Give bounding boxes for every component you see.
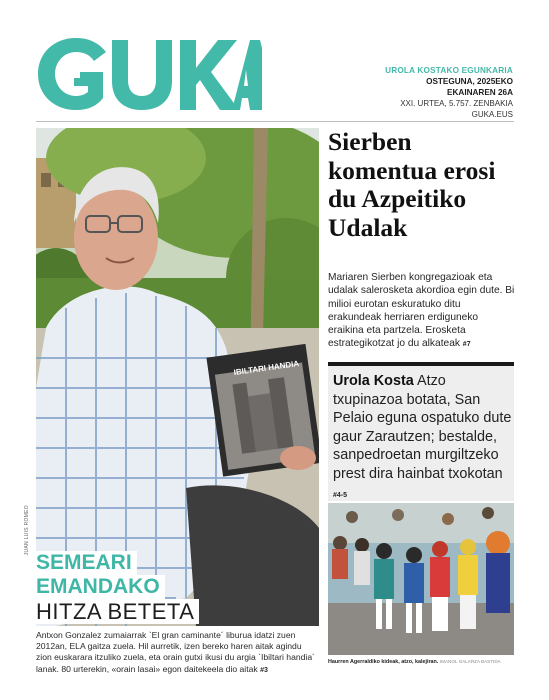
third-photo-credit: IMANOL GALARZA BASTIDA bbox=[439, 659, 501, 664]
issue-date-line2: EKAINAREN 26A bbox=[447, 88, 513, 97]
book-cover-title: IBILTARI HANDIA bbox=[233, 359, 300, 378]
third-story-region: Urola Kosta bbox=[333, 373, 414, 389]
third-photo-caption bbox=[328, 659, 518, 665]
issue-date-line1: OSTEGUNA, 2025EKO bbox=[426, 77, 513, 86]
third-story-photo bbox=[328, 503, 514, 655]
main-headline-line3: HITZA BETETA bbox=[36, 599, 199, 624]
second-story-lead bbox=[328, 271, 516, 352]
main-headline-line1: SEMEARI bbox=[36, 551, 137, 575]
main-caption-text: Antxon Gonzalez zumaiarrak `El gran caminante´ liburua idatzi zuen 2012an, ELA gaitza zuela. Hil aurretik, izen bereko haren aitak agindu zion euskarara itzuliko zuela, eta orain gutxi ikusi du argia `Ibiltari handia´ lanak. 80 urterekin, «orain lasai» egon daitekeela dio aitak bbox=[36, 630, 315, 674]
main-caption-page-ref[interactable]: #3 bbox=[260, 666, 268, 674]
third-story-text[interactable] bbox=[333, 372, 513, 505]
main-photo-credit: JUAN LUIS ROMEO bbox=[24, 505, 30, 556]
third-photo-caption-text: Haurren Agerraldiko kideak, atzo, kalejiran. bbox=[328, 659, 439, 665]
guka-logo bbox=[36, 34, 262, 114]
second-story-page-ref[interactable]: #7 bbox=[462, 341, 471, 349]
masthead-divider bbox=[36, 121, 514, 122]
website-link[interactable]: GUKA.EUS bbox=[471, 110, 513, 119]
third-story-body: Atzo txupinazoa botata, San Pelaio eguna ospatuko dute gaur Zarautzen; bestalde, sanpedroetan murgiltzeko prest dira hainbat txokotan bbox=[333, 373, 512, 482]
main-headline-line2: EMANDAKO bbox=[36, 575, 165, 599]
newspaper-region-line: UROLA KOSTAKO EGUNKARIA bbox=[385, 66, 513, 75]
main-story-caption bbox=[36, 630, 318, 676]
third-story-page-ref[interactable]: #4-5 bbox=[333, 491, 348, 499]
second-story-lead-text: Mariaren Sierben kongregazioak eta udalak salerosketa akordioa egin dute. Bi milioi eurotan eskuratuko ditu erakundeak herriaren erdiguneko eraikina eta partzela. Erosketa estrategikotzat jo du alkateak bbox=[328, 272, 515, 350]
issue-number: XXI. URTEA, 5.757. ZENBAKIA bbox=[400, 99, 513, 108]
second-story-title[interactable]: Sierben komentua erosi du Azpeitiko Udalak bbox=[328, 127, 496, 242]
